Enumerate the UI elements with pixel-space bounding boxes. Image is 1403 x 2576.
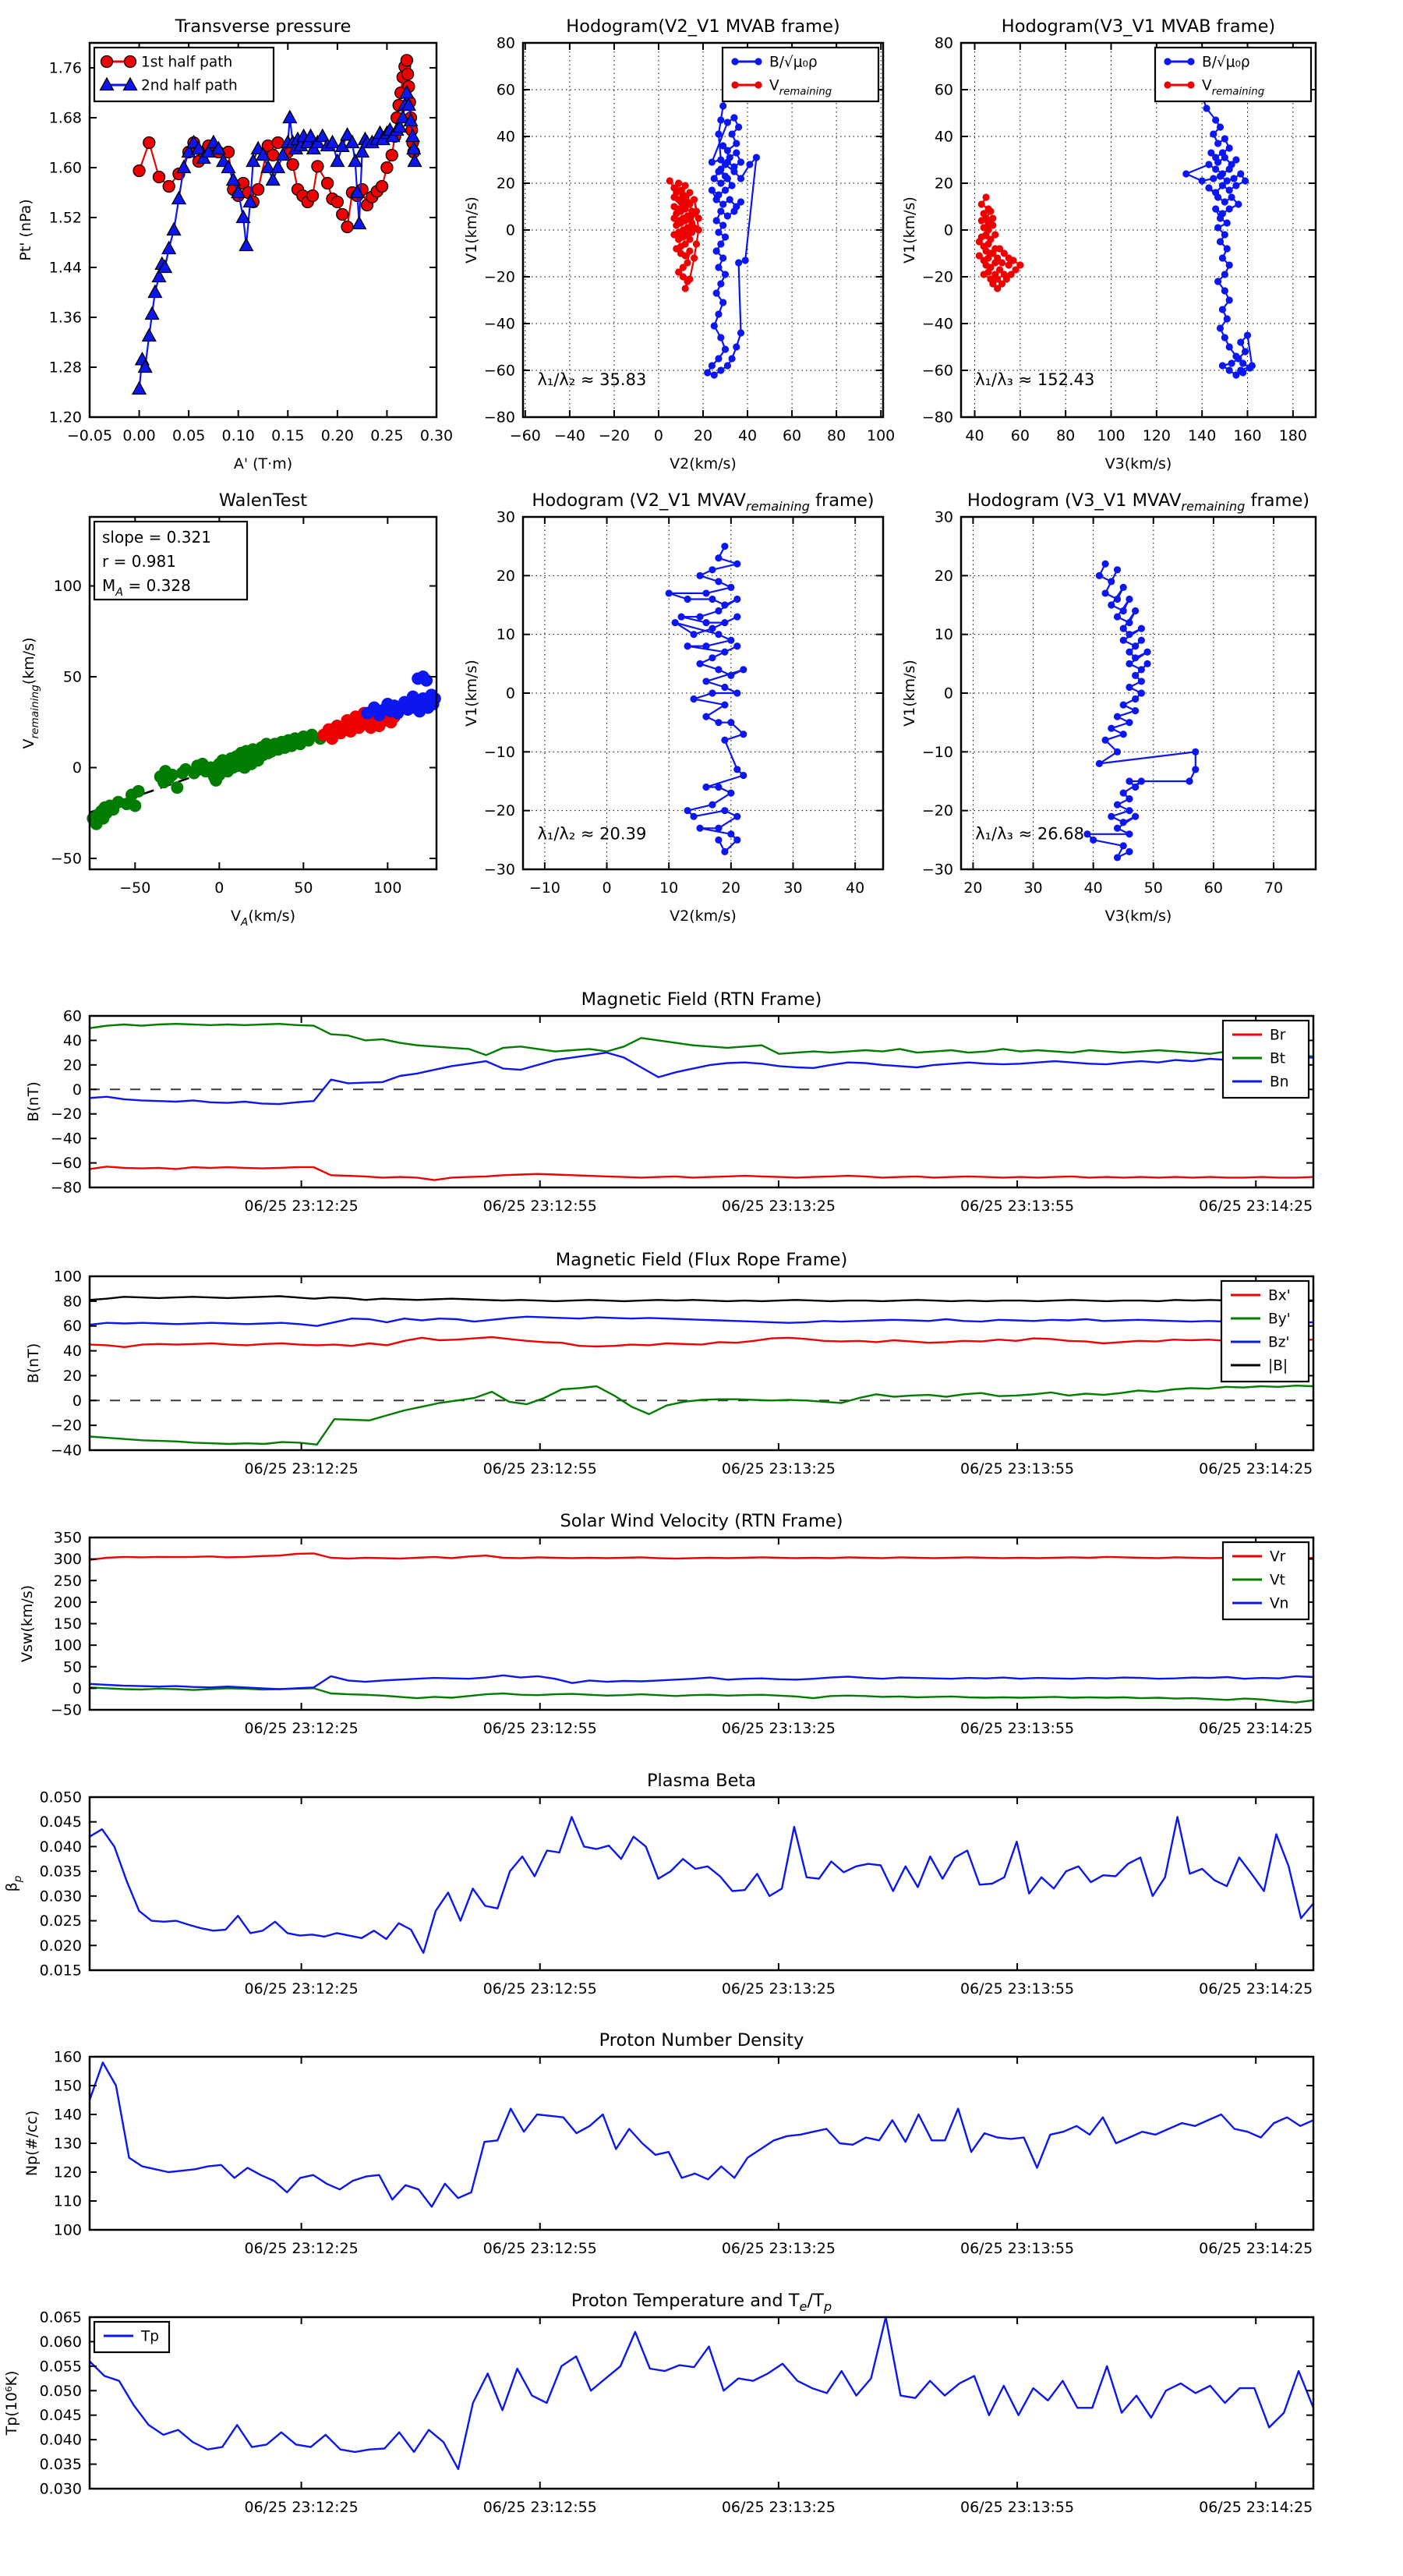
magnetic-field-rtn-legend — [1223, 1021, 1309, 1098]
proton-temperature-ytick: 0.050 — [39, 2382, 82, 2400]
hodogram-v3v1-mvab-annotation: λ₁/λ₃ ≈ 152.43 — [975, 370, 1095, 390]
proton-number-density-xtick: 06/25 23:12:25 — [244, 2240, 359, 2257]
hodogram-v3v1-mvab-ytick: −80 — [921, 409, 953, 426]
hodogram-v3v1-mvab-title: Hodogram(V3_V1 MVAB frame) — [1001, 16, 1276, 37]
plot-magnetic-field-rtn — [25, 989, 1313, 1215]
magnetic-field-flux-rope-ytick: 0 — [72, 1392, 82, 1410]
magnetic-field-rtn-ytick: 40 — [62, 1031, 82, 1049]
hodogram-v2v1-mvab-ytick: −80 — [483, 409, 515, 426]
hodogram-v2v1-mvab-xtick: 100 — [867, 427, 896, 444]
hodogram-v2v1-mvab-series-B-hodogram — [704, 60, 760, 378]
legend-label: |B| — [1268, 1357, 1288, 1375]
hodogram-v3v1-mvav-ytick: 10 — [934, 626, 953, 644]
hodogram-v2v1-mvab-xtick: 80 — [827, 427, 846, 444]
magnetic-field-flux-rope-series-Bz' — [90, 1317, 1313, 1326]
hodogram-v3v1-mvab-ytick: 60 — [934, 81, 953, 99]
hodogram-v3v1-mvav-ylabel: V1(km/s) — [901, 660, 918, 727]
hodogram-v3v1-mvab-ytick: −20 — [921, 268, 953, 286]
hodogram-v3v1-mvav-title: Hodogram (V3_V1 $MVAV_{remaining}$ frame) — [967, 490, 1310, 514]
magnetic-field-flux-rope-frame — [90, 1276, 1313, 1450]
magnetic-field-flux-rope-ytick: −20 — [50, 1417, 82, 1435]
stats-line: slope = 0.321 — [102, 528, 211, 547]
solar-wind-velocity-ytick: 300 — [53, 1551, 82, 1569]
magnetic-field-flux-rope-ytick: 20 — [62, 1367, 82, 1385]
solar-wind-velocity-ytick: 200 — [53, 1594, 82, 1612]
magnetic-field-flux-rope-series-Bx' — [90, 1337, 1313, 1347]
hodogram-v3v1-mvav-xtick: 50 — [1143, 879, 1163, 897]
proton-number-density-ytick: 130 — [53, 2135, 82, 2153]
hodogram-v3v1-mvab-xtick: 40 — [965, 427, 984, 444]
hodogram-v3v1-mvav-ytick: −10 — [921, 743, 953, 761]
solar-wind-velocity-xtick: 06/25 23:13:25 — [721, 1720, 836, 1737]
proton-number-density-xtick: 06/25 23:13:55 — [959, 2240, 1075, 2257]
legend-label: $V_{remaining}$ — [1202, 77, 1265, 98]
proton-temperature-xtick: 06/25 23:13:25 — [721, 2499, 836, 2516]
hodogram-v2v1-mvab-series-V-remaining — [666, 177, 702, 292]
magnetic-field-rtn-xtick: 06/25 23:13:25 — [721, 1198, 836, 1215]
hodogram-v2v1-mvav-xtick: 20 — [721, 879, 740, 897]
hodogram-v2v1-mvab-xtick: −20 — [598, 427, 630, 444]
transverse-pressure-ytick: 1.44 — [48, 259, 82, 277]
plasma-beta-frame — [90, 1797, 1313, 1970]
hodogram-v3v1-mvab-xtick: 180 — [1278, 427, 1307, 444]
hodogram-v3v1-mvab-legend — [1155, 48, 1311, 101]
proton-temperature-ytick: 0.060 — [39, 2333, 82, 2351]
solar-wind-velocity-xtick: 06/25 23:13:55 — [959, 1720, 1075, 1737]
transverse-pressure-ytick: 1.36 — [48, 309, 82, 327]
proton-number-density-xtick: 06/25 23:12:55 — [482, 2240, 597, 2257]
magnetic-field-flux-rope-xtick: 06/25 23:13:25 — [721, 1460, 836, 1477]
solar-wind-velocity-ytick: 100 — [53, 1637, 82, 1654]
transverse-pressure-title: Transverse pressure — [175, 16, 352, 37]
hodogram-v2v1-mvav-ytick: 10 — [496, 626, 515, 644]
magnetic-field-flux-rope-title: Magnetic Field (Flux Rope Frame) — [555, 1250, 848, 1270]
hodogram-v3v1-mvav-xtick: 20 — [963, 879, 983, 897]
walen-test-series-outbound — [361, 671, 440, 721]
hodogram-v2v1-mvav-ytick: 30 — [496, 508, 515, 526]
hodogram-v2v1-mvav-ytick: −10 — [483, 743, 515, 761]
solar-wind-velocity-ytick: 0 — [72, 1679, 82, 1697]
transverse-pressure-legend — [94, 48, 274, 101]
hodogram-v2v1-mvab-ytick: −20 — [483, 268, 515, 286]
hodogram-v2v1-mvab-xtick: 40 — [737, 427, 758, 444]
hodogram-v2v1-mvav-series-V-hodogram — [666, 543, 747, 855]
plot-plasma-beta — [3, 1771, 1313, 1997]
transverse-pressure-xtick: 0.00 — [122, 427, 156, 444]
proton-temperature-ytick: 0.040 — [39, 2431, 82, 2449]
hodogram-v2v1-mvav-xtick: 10 — [659, 879, 679, 897]
legend-label: Br — [1270, 1027, 1286, 1044]
plasma-beta-series-beta-p — [90, 1817, 1313, 1952]
walen-test-ytick: 0 — [72, 759, 82, 777]
walen-test-ytick: 100 — [53, 578, 82, 596]
hodogram-v2v1-mvab-annotation: λ₁/λ₂ ≈ 35.83 — [537, 370, 647, 390]
transverse-pressure-ytick: 1.28 — [48, 359, 82, 377]
solar-wind-velocity-frame — [90, 1537, 1313, 1710]
plasma-beta-ytick: 0.025 — [39, 1913, 82, 1930]
magnetic-field-rtn-frame — [90, 1016, 1313, 1187]
magnetic-field-flux-rope-ytick: −40 — [50, 1442, 82, 1460]
plasma-beta-xtick: 06/25 23:12:25 — [244, 1980, 359, 1997]
magnetic-field-rtn-ytick: −20 — [50, 1106, 82, 1123]
hodogram-v3v1-mvav-xtick: 70 — [1263, 879, 1284, 897]
proton-temperature-xtick: 06/25 23:12:55 — [482, 2499, 597, 2516]
solar-wind-velocity-xtick: 06/25 23:12:55 — [482, 1720, 597, 1737]
walen-test-stats-box — [94, 522, 247, 600]
plot-transverse-pressure — [17, 16, 453, 472]
plot-solar-wind-velocity — [19, 1511, 1313, 1737]
magnetic-field-rtn-ytick: −40 — [50, 1130, 82, 1148]
transverse-pressure-xtick: 0.05 — [171, 427, 206, 444]
proton-temperature-ytick: 0.045 — [39, 2407, 82, 2425]
transverse-pressure-ytick: 1.52 — [48, 209, 82, 227]
solar-wind-velocity-ytick: −50 — [50, 1701, 82, 1719]
plasma-beta-ytick: 0.015 — [39, 1962, 82, 1980]
hodogram-v3v1-mvab-ytick: 0 — [943, 221, 953, 239]
transverse-pressure-series-2nd half path — [133, 86, 421, 395]
hodogram-v3v1-mvab-series-V-remaining — [976, 193, 1024, 292]
hodogram-v2v1-mvab-ylabel: V1(km/s) — [463, 196, 480, 264]
magnetic-field-flux-rope-xtick: 06/25 23:12:55 — [482, 1460, 597, 1477]
hodogram-v3v1-mvab-xtick: 160 — [1233, 427, 1262, 444]
transverse-pressure-xtick: 0.15 — [271, 427, 305, 444]
legend-label: Bn — [1270, 1074, 1289, 1091]
hodogram-v3v1-mvab-ytick: −60 — [921, 362, 953, 380]
legend-label: Bx' — [1268, 1287, 1291, 1304]
proton-temperature-series-Tp — [90, 2317, 1313, 2469]
hodogram-v3v1-mvav-annotation: λ₁/λ₃ ≈ 26.68 — [975, 824, 1085, 844]
legend-label: 2nd half path — [141, 77, 238, 94]
hodogram-v2v1-mvab-ytick: 0 — [505, 221, 515, 239]
hodogram-v3v1-mvab-ytick: −40 — [921, 315, 953, 333]
magnetic-field-flux-rope-ytick: 60 — [62, 1318, 82, 1336]
proton-temperature-ytick: 0.035 — [39, 2456, 82, 2474]
legend-label: By' — [1268, 1311, 1291, 1328]
legend-label: $V_{remaining}$ — [769, 77, 832, 98]
hodogram-v2v1-mvav-xlabel: V2(km/s) — [670, 908, 737, 925]
proton-temperature-xtick: 06/25 23:14:25 — [1199, 2499, 1313, 2516]
hodogram-v2v1-mvab-ytick: 80 — [496, 34, 515, 52]
legend-label: Vn — [1270, 1595, 1289, 1612]
proton-temperature-xtick: 06/25 23:12:25 — [244, 2499, 359, 2516]
plasma-beta-xtick: 06/25 23:13:25 — [721, 1980, 836, 1997]
hodogram-v2v1-mvab-ytick: −60 — [483, 362, 515, 380]
transverse-pressure-xtick: 0.30 — [419, 427, 454, 444]
magnetic-field-rtn-series-Br — [90, 1166, 1313, 1180]
hodogram-v3v1-mvab-xtick: 80 — [1056, 427, 1076, 444]
legend-label: 1st half path — [141, 54, 233, 71]
magnetic-field-rtn-ytick: −60 — [50, 1155, 82, 1173]
legend-label: Vr — [1270, 1548, 1286, 1566]
hodogram-v2v1-mvav-xtick: 30 — [783, 879, 803, 897]
magnetic-field-rtn-ytick: −80 — [50, 1179, 82, 1197]
hodogram-v3v1-mvab-xtick: 120 — [1142, 427, 1171, 444]
hodogram-v3v1-mvav-xlabel: V3(km/s) — [1104, 908, 1172, 925]
transverse-pressure-xtick: −0.05 — [66, 427, 113, 444]
hodogram-v2v1-mvab-title: Hodogram(V2_V1 MVAB frame) — [566, 16, 840, 37]
plasma-beta-xtick: 06/25 23:12:55 — [482, 1980, 597, 1997]
magnetic-field-flux-rope-ytick: 80 — [62, 1293, 82, 1311]
solar-wind-velocity-ytick: 350 — [53, 1529, 82, 1547]
transverse-pressure-ytick: 1.76 — [48, 59, 82, 77]
hodogram-v3v1-mvav-ytick: 0 — [943, 685, 953, 702]
magnetic-field-rtn-ytick: 0 — [72, 1081, 82, 1099]
solar-wind-velocity-title: Solar Wind Velocity (RTN Frame) — [560, 1511, 843, 1531]
solar-wind-velocity-xtick: 06/25 23:14:25 — [1199, 1720, 1313, 1737]
solar-wind-velocity-ylabel: Vsw(km/s) — [19, 1584, 36, 1663]
magnetic-field-rtn-ylabel: B(nT) — [25, 1081, 42, 1122]
hodogram-v2v1-mvav-xtick: 40 — [846, 879, 865, 897]
hodogram-v3v1-mvav-ytick: −20 — [921, 802, 953, 820]
hodogram-v3v1-mvav-ytick: 20 — [934, 567, 953, 585]
hodogram-v2v1-mvav-ytick: −30 — [483, 861, 515, 879]
stats-line: r = 0.981 — [102, 552, 176, 571]
proton-number-density-xtick: 06/25 23:13:25 — [721, 2240, 836, 2257]
hodogram-v3v1-mvav-series-V-hodogram — [1083, 561, 1199, 862]
hodogram-v3v1-mvav-xtick: 60 — [1203, 879, 1223, 897]
walen-test-series-inbound — [87, 729, 327, 830]
proton-number-density-ytick: 150 — [53, 2077, 82, 2095]
hodogram-v2v1-mvav-ytick: 20 — [496, 567, 515, 585]
magnetic-field-rtn-series-Bn — [90, 1050, 1313, 1104]
magnetic-field-rtn-title: Magnetic Field (RTN Frame) — [581, 989, 822, 1010]
plot-proton-number-density — [23, 2030, 1313, 2257]
plot-hodogram-v3v1-mvav — [901, 490, 1316, 925]
proton-number-density-title: Proton Number Density — [599, 2030, 804, 2051]
walen-test-ytick: −50 — [50, 850, 82, 868]
hodogram-v2v1-mvab-ytick: 20 — [496, 175, 515, 193]
hodogram-v2v1-mvab-xlabel: V2(km/s) — [670, 455, 737, 472]
transverse-pressure-ytick: 1.20 — [48, 409, 82, 426]
solar-wind-velocity-ytick: 50 — [62, 1658, 82, 1676]
magnetic-field-flux-rope-xtick: 06/25 23:12:25 — [244, 1460, 359, 1477]
magnetic-field-flux-rope-ytick: 100 — [53, 1268, 82, 1286]
magnetic-field-rtn-ytick: 60 — [62, 1007, 82, 1025]
plot-hodogram-v2v1-mvav — [463, 490, 883, 925]
walen-test-xlabel: $V_A(km/s)$ — [231, 908, 295, 929]
transverse-pressure-ytick: 1.60 — [48, 159, 82, 177]
hodogram-v3v1-mvav-ytick: 30 — [934, 508, 953, 526]
magnetic-field-flux-rope-ytick: 40 — [62, 1343, 82, 1361]
hodogram-v2v1-mvab-xtick: 60 — [782, 427, 802, 444]
hodogram-v2v1-mvav-ylabel: V1(km/s) — [463, 660, 480, 727]
hodogram-v3v1-mvab-series-B-hodogram — [1182, 65, 1256, 378]
transverse-pressure-xlabel: A' (T·m) — [233, 455, 293, 472]
walen-test-xtick: 100 — [373, 879, 402, 897]
legend-label: Bt — [1270, 1050, 1285, 1067]
hodogram-v3v1-mvav-xtick: 30 — [1023, 879, 1043, 897]
plasma-beta-ytick: 0.020 — [39, 1937, 82, 1955]
hodogram-v3v1-mvab-xtick: 100 — [1097, 427, 1126, 444]
hodogram-v2v1-mvav-ytick: −20 — [483, 802, 515, 820]
proton-temperature-title: Proton Temperature and $T_e/T_p$ — [571, 2291, 832, 2314]
magnetic-field-rtn-xtick: 06/25 23:12:55 — [482, 1198, 597, 1215]
plot-proton-temperature — [3, 2291, 1313, 2516]
plasma-beta-ytick: 0.050 — [39, 1789, 82, 1806]
magnetic-field-rtn-xtick: 06/25 23:13:55 — [959, 1198, 1075, 1215]
proton-temperature-ytick: 0.055 — [39, 2358, 82, 2376]
hodogram-v2v1-mvab-xtick: 20 — [693, 427, 713, 444]
walen-test-xtick: 50 — [294, 879, 313, 897]
hodogram-v3v1-mvav-ytick: −30 — [921, 861, 953, 879]
proton-number-density-xtick: 06/25 23:14:25 — [1199, 2240, 1313, 2257]
hodogram-v2v1-mvav-xtick: 0 — [602, 879, 612, 897]
transverse-pressure-ytick: 1.68 — [48, 109, 82, 127]
hodogram-v2v1-mvav-xtick: −10 — [528, 879, 560, 897]
hodogram-v2v1-mvab-xtick: −60 — [509, 427, 541, 444]
proton-number-density-series-Np — [90, 2062, 1313, 2206]
magnetic-field-flux-rope-xtick: 06/25 23:14:25 — [1199, 1460, 1313, 1477]
proton-temperature-legend — [94, 2322, 169, 2352]
proton-temperature-ytick: 0.030 — [39, 2480, 82, 2498]
plasma-beta-ytick: 0.030 — [39, 1888, 82, 1905]
proton-number-density-frame — [90, 2057, 1313, 2230]
hodogram-v2v1-mvav-annotation: λ₁/λ₂ ≈ 20.39 — [537, 824, 647, 844]
proton-number-density-ytick: 110 — [53, 2192, 82, 2210]
solar-wind-velocity-series-Vr — [90, 1553, 1313, 1559]
stats-line: $M_A = 0.328$ — [102, 576, 191, 599]
legend-label: Bz' — [1268, 1334, 1290, 1351]
hodogram-v3v1-mvab-xlabel: V3(km/s) — [1104, 455, 1172, 472]
plasma-beta-title: Plasma Beta — [646, 1771, 757, 1791]
walen-test-xtick: −50 — [119, 879, 151, 897]
hodogram-v3v1-mvab-ytick: 40 — [934, 128, 953, 146]
plasma-beta-ytick: 0.035 — [39, 1863, 82, 1881]
magnetic-field-rtn-xtick: 06/25 23:12:25 — [244, 1198, 359, 1215]
hodogram-v2v1-mvab-ytick: 40 — [496, 128, 515, 146]
hodogram-v3v1-mvab-ytick: 20 — [934, 175, 953, 193]
hodogram-v3v1-mvav-xtick: 40 — [1083, 879, 1103, 897]
proton-temperature-xtick: 06/25 23:13:55 — [959, 2499, 1075, 2516]
proton-temperature-ylabel: Tp(10⁶K) — [3, 2370, 20, 2436]
legend-label: B/√μ₀ρ — [769, 54, 818, 71]
solar-wind-velocity-xtick: 06/25 23:12:25 — [244, 1720, 359, 1737]
hodogram-v2v1-mvav-ytick: 0 — [505, 685, 515, 702]
hodogram-v2v1-mvab-ytick: −40 — [483, 315, 515, 333]
transverse-pressure-xtick: 0.25 — [370, 427, 404, 444]
proton-temperature-ytick: 0.065 — [39, 2309, 82, 2327]
plasma-beta-ylabel: $\beta_p$ — [3, 1875, 24, 1892]
solar-wind-velocity-ytick: 250 — [53, 1572, 82, 1590]
transverse-pressure-xtick: 0.10 — [221, 427, 255, 444]
proton-number-density-ylabel: Np(#/cc) — [23, 2110, 41, 2177]
proton-number-density-ytick: 140 — [53, 2106, 82, 2124]
hodogram-v3v1-mvab-xtick: 140 — [1188, 427, 1217, 444]
magnetic-field-flux-rope-series-|B| — [90, 1297, 1313, 1301]
magnetic-field-rtn-ytick: 20 — [62, 1056, 82, 1074]
magnetic-field-rtn-series-Bt — [90, 1024, 1313, 1056]
hodogram-v2v1-mvav-title: Hodogram (V2_V1 $MVAV_{remaining}$ frame) — [532, 490, 875, 514]
transverse-pressure-xtick: 0.20 — [320, 427, 355, 444]
magnetic-field-rtn-xtick: 06/25 23:14:25 — [1199, 1198, 1313, 1215]
legend-label: Vt — [1270, 1572, 1285, 1589]
plasma-beta-xtick: 06/25 23:13:55 — [959, 1980, 1075, 1997]
plot-walen-test — [20, 490, 441, 929]
hodogram-v3v1-mvab-ytick: 80 — [934, 34, 953, 52]
magnetic-field-flux-rope-xtick: 06/25 23:13:55 — [959, 1460, 1075, 1477]
hodogram-v2v1-mvab-xtick: 0 — [653, 427, 664, 444]
solar-wind-velocity-series-Vn — [90, 1675, 1313, 1690]
proton-number-density-ytick: 100 — [53, 2221, 82, 2239]
transverse-pressure-ylabel: Pt' (nPa) — [17, 199, 34, 261]
hodogram-v3v1-mvab-xtick: 60 — [1010, 427, 1030, 444]
plasma-beta-ytick: 0.045 — [39, 1813, 82, 1831]
walen-test-ytick: 50 — [62, 668, 82, 686]
plot-magnetic-field-flux-rope — [25, 1250, 1313, 1477]
plasma-beta-ytick: 0.040 — [39, 1838, 82, 1856]
solar-wind-velocity-legend — [1223, 1542, 1309, 1619]
plasma-beta-xtick: 06/25 23:14:25 — [1199, 1980, 1313, 1997]
walen-test-title: WalenTest — [218, 490, 308, 511]
hodogram-v2v1-mvab-ytick: 60 — [496, 81, 515, 99]
walen-test-xtick: 0 — [214, 879, 224, 897]
hodogram-v2v1-mvab-legend — [723, 48, 878, 101]
magnetic-field-flux-rope-series-By' — [90, 1385, 1313, 1445]
magnetic-field-flux-rope-legend — [1221, 1281, 1309, 1382]
walen-test-ylabel: $V_{remaining}(km/s)$ — [20, 637, 41, 749]
solar-wind-velocity-ytick: 150 — [53, 1615, 82, 1633]
proton-number-density-ytick: 160 — [53, 2048, 82, 2066]
hodogram-v3v1-mvab-ylabel: V1(km/s) — [901, 196, 918, 264]
legend-label: B/√μ₀ρ — [1202, 54, 1250, 71]
plot-hodogram-v3v1-mvab — [901, 16, 1316, 472]
legend-label: Tp — [141, 2328, 160, 2345]
proton-number-density-ytick: 120 — [53, 2164, 82, 2181]
magnetic-field-flux-rope-ylabel: B(nT) — [25, 1343, 42, 1384]
hodogram-v2v1-mvab-xtick: −40 — [553, 427, 585, 444]
plot-hodogram-v2v1-mvab — [463, 16, 895, 472]
